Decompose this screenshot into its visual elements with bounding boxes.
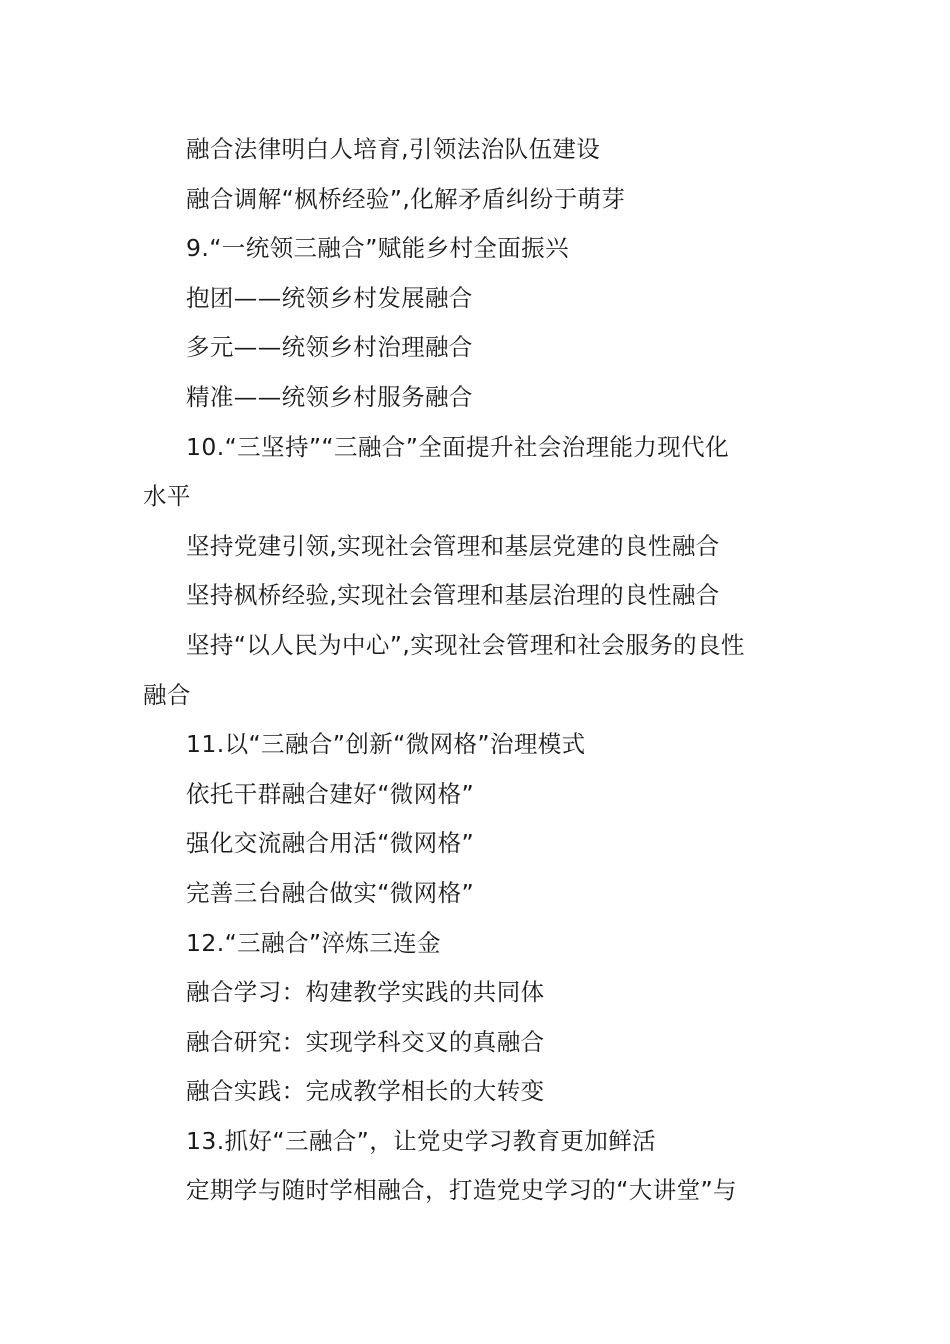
text-line: 强化交流融合用活“微网格” (186, 829, 475, 858)
text-line: 精准——统领乡村服务融合 (186, 382, 473, 411)
text-line: 融合法律明白人培育,引领法治队伍建设 (186, 135, 601, 163)
section-heading: 13.抓好“三融合”，让党史学习教育更加鲜活 (186, 1126, 657, 1155)
section-heading-continued: 水平 (143, 482, 191, 511)
section-heading: 12.“三融合”淬炼三连金 (186, 928, 441, 957)
section-heading: 9.“一统领三融合”赋能乡村全面振兴 (186, 234, 569, 263)
text-line: 完善三台融合做实“微网格” (186, 878, 475, 907)
text-line: 坚持“以人民为中心”,实现社会管理和社会服务的良性 (186, 630, 745, 659)
text-line: 融合研究：实现学科交叉的真融合 (186, 1027, 545, 1056)
document-body (143, 125, 813, 1216)
text-line: 抱团——统领乡村发展融合 (186, 283, 473, 312)
text-line: 坚持党建引领,实现社会管理和基层党建的良性融合 (186, 531, 720, 560)
section-heading: 11.以“三融合”创新“微网格”治理模式 (186, 730, 586, 759)
text-line: 定期学与随时学相融合，打造党史学习的“大讲堂”与 (186, 1176, 737, 1205)
text-line: 融合学习：构建教学实践的共同体 (186, 978, 545, 1007)
text-line: 融合实践：完成教学相长的大转变 (186, 1077, 545, 1106)
text-line: 坚持枫桥经验,实现社会管理和基层治理的良性融合 (186, 581, 720, 610)
section-heading: 10.“三坚持”“三融合”全面提升社会治理能力现代化 (186, 432, 729, 461)
text-line-continued: 融合 (143, 680, 191, 709)
text-line: 融合调解“枫桥经验”,化解矛盾纠纷于萌芽 (186, 184, 626, 213)
text-line: 依托干群融合建好“微网格” (186, 779, 475, 808)
text-line: 多元——统领乡村治理融合 (186, 333, 473, 362)
